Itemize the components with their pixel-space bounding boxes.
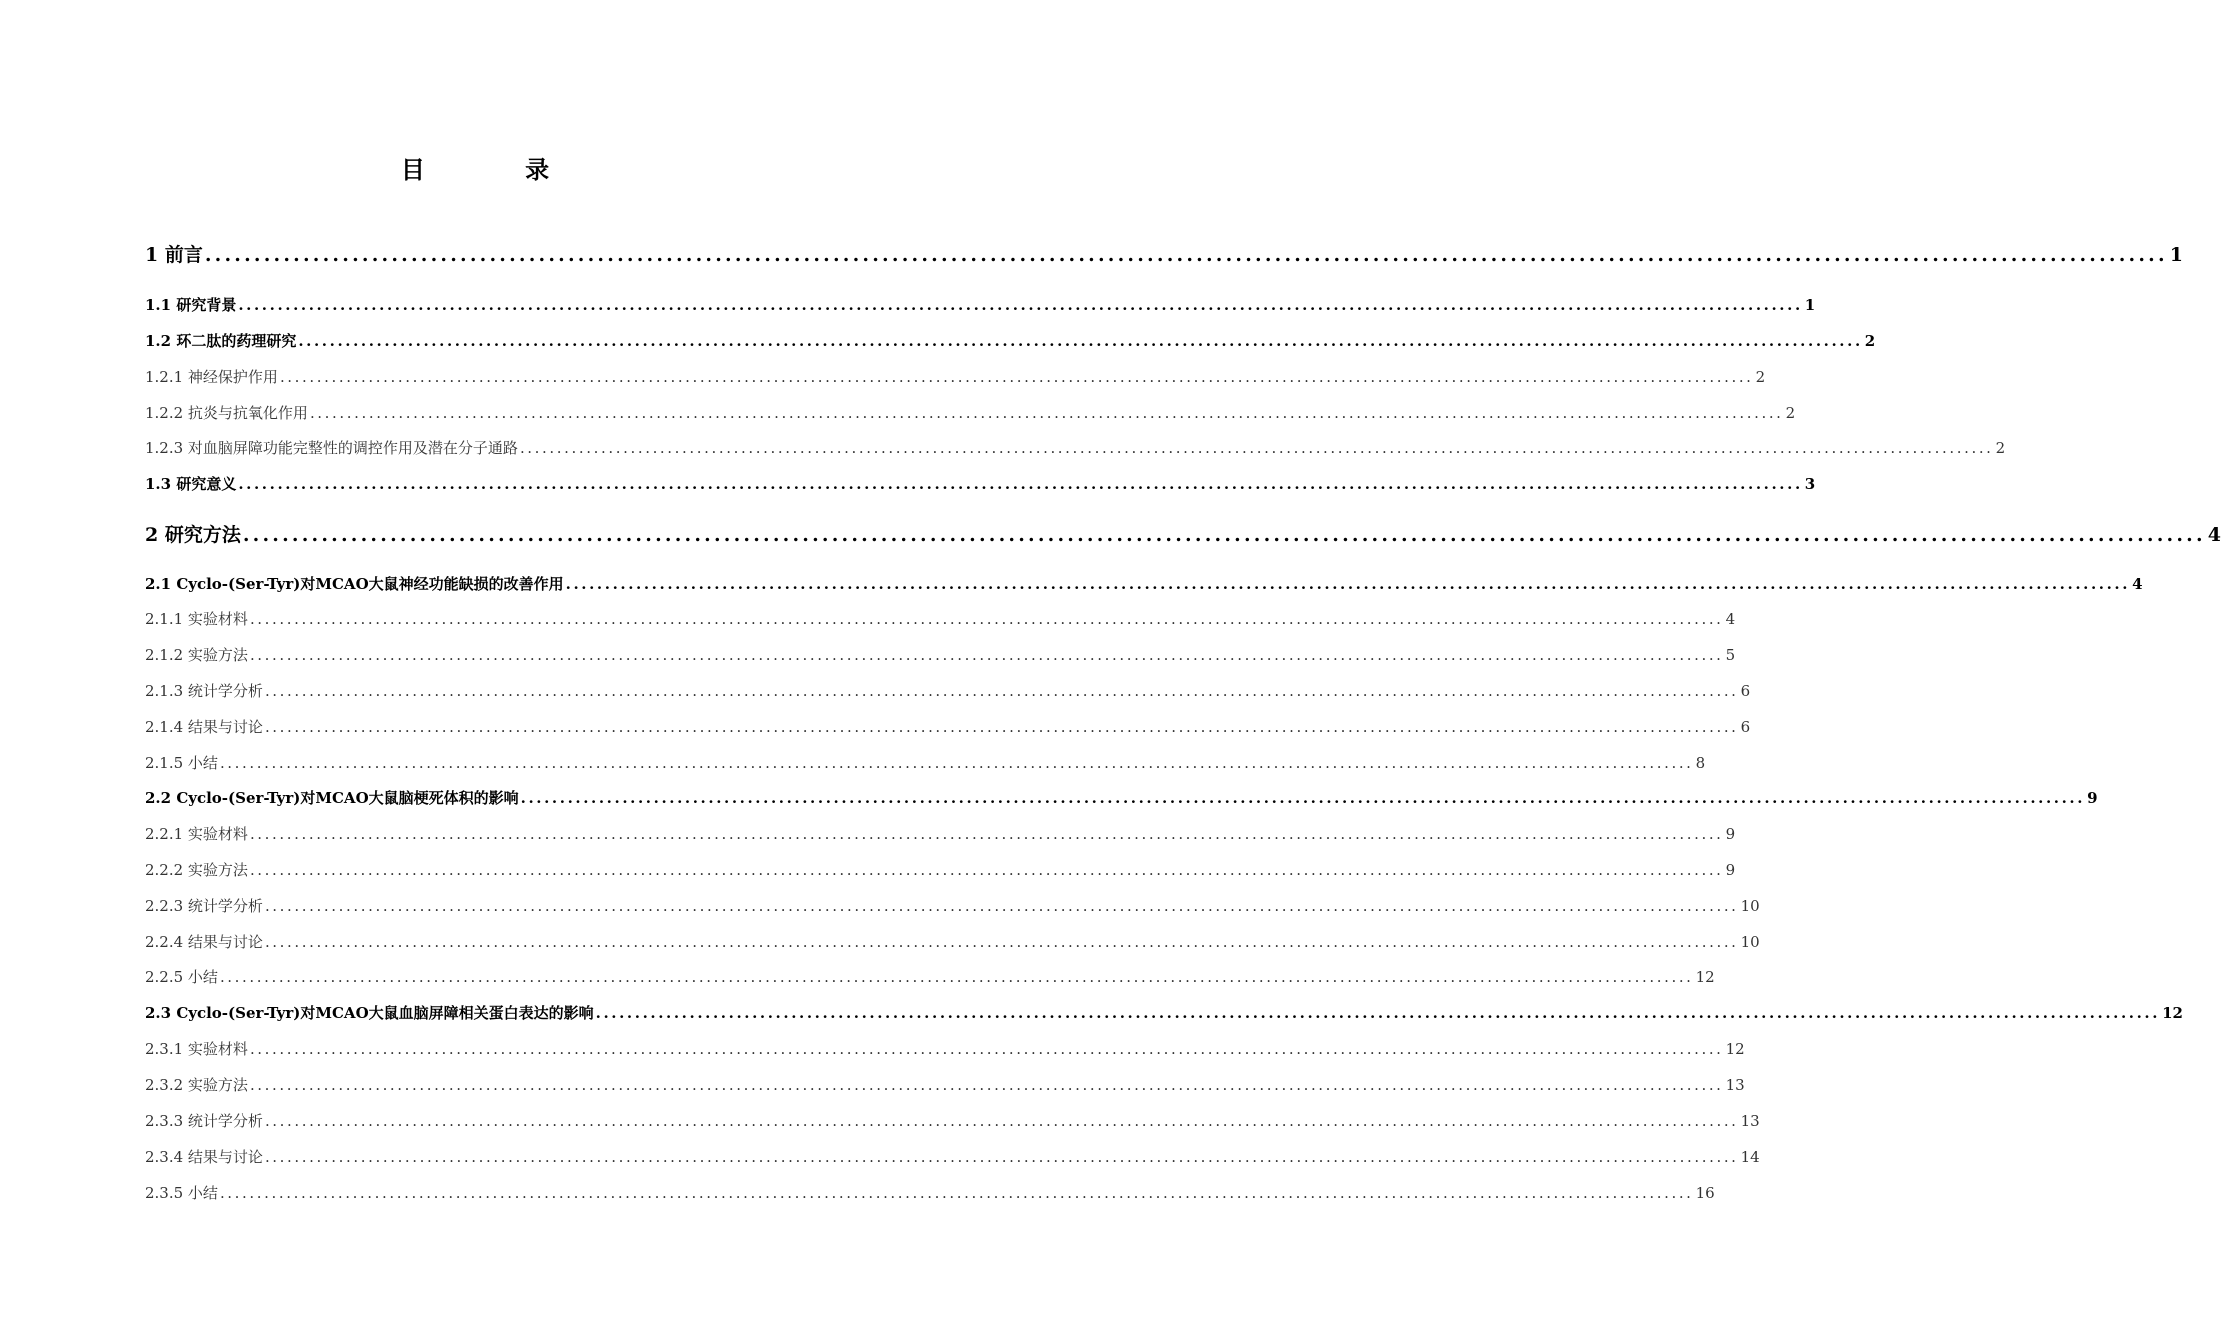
toc-entry[interactable]	[145, 1110, 1760, 1131]
toc-entry-label: 1.2.1 神经保护作用	[145, 368, 278, 386]
toc-page-number: 13	[1740, 1112, 1760, 1130]
toc-dot-leader: ........................................................................................................................................................................................................	[595, 1004, 2161, 1022]
toc-entry[interactable]	[145, 859, 1736, 880]
toc-entry[interactable]	[145, 473, 1816, 494]
toc-dot-leader: ........................................................................................................................................................................................................	[565, 575, 2131, 593]
toc-dot-leader: ........................................................................................................................................................................................................	[520, 789, 2086, 807]
toc-entry-label: 2.3.5 小结	[145, 1184, 218, 1202]
toc-page-number: 2	[1755, 368, 1766, 386]
toc-entry[interactable]	[145, 402, 1796, 423]
toc-dot-leader: ........................................................................................................................................................................................................	[238, 475, 1803, 493]
toc-entry[interactable]	[145, 644, 1736, 665]
toc-entry-label: 1 前言	[145, 244, 203, 266]
toc-page-number: 9	[1725, 825, 1736, 843]
toc-page-number: 14	[1740, 1148, 1760, 1166]
toc-entry-label: 1.1 研究背景	[145, 296, 237, 314]
toc-entry[interactable]	[145, 573, 2143, 594]
toc-page-number: 2	[1785, 404, 1796, 422]
toc-page-number: 5	[1725, 646, 1736, 664]
toc-dot-leader: ........................................................................................................................................................................................................	[204, 244, 2168, 266]
toc-page-number: 2	[1864, 332, 1876, 350]
toc-dot-leader: ........................................................................................................................................................................................................	[264, 682, 1739, 700]
toc-entry[interactable]	[145, 366, 1766, 387]
toc-entry-label: 1.2.3 对血脑屏障功能完整性的调控作用及潜在分子通路	[145, 439, 518, 457]
toc-entry[interactable]	[145, 823, 1736, 844]
toc-page-number: 4	[2132, 575, 2143, 593]
toc-entry[interactable]	[145, 437, 2006, 458]
toc-entry-label: 2.3.4 结果与讨论	[145, 1148, 263, 1166]
toc-entry-label: 1.3 研究意义	[145, 475, 237, 493]
toc-entry-label: 2 研究方法	[145, 524, 241, 546]
toc-dot-leader: ........................................................................................................................................................................................................	[264, 718, 1739, 736]
toc-dot-leader: ........................................................................................................................................................................................................	[519, 439, 1994, 457]
toc-entry[interactable]	[145, 1038, 1745, 1059]
toc-page-number: 6	[1740, 718, 1751, 736]
toc-dot-leader: ........................................................................................................................................................................................................	[219, 1184, 1694, 1202]
toc-entry[interactable]	[145, 966, 1715, 987]
page-title: 目 录	[400, 155, 596, 184]
toc-entry[interactable]	[145, 931, 1760, 952]
toc-entry-label: 2.3.3 统计学分析	[145, 1112, 263, 1130]
toc-dot-leader: ........................................................................................................................................................................................................	[249, 861, 1724, 879]
toc-page-number: 9	[1725, 861, 1736, 879]
toc-dot-leader: ........................................................................................................................................................................................................	[219, 968, 1694, 986]
toc-entry[interactable]	[145, 787, 2098, 808]
toc-entry-label: 2.2.2 实验方法	[145, 861, 248, 879]
toc-dot-leader: ........................................................................................................................................................................................................	[264, 1112, 1739, 1130]
toc-entry[interactable]	[145, 608, 1736, 629]
toc-entry[interactable]	[145, 680, 1751, 701]
toc-entry[interactable]	[145, 1074, 1745, 1095]
toc-entry-label: 1.2.2 抗炎与抗氧化作用	[145, 404, 308, 422]
toc-entry-label: 2.1.1 实验材料	[145, 610, 248, 628]
toc-page-number: 12	[1695, 968, 1715, 986]
toc-entry-label: 2.2 Cyclo-(Ser-Tyr)对MCAO大鼠脑梗死体积的影响	[145, 789, 519, 807]
toc-dot-leader: ........................................................................................................................................................................................................	[249, 1076, 1724, 1094]
toc-entry[interactable]	[145, 895, 1760, 916]
toc-entry-label: 2.1 Cyclo-(Ser-Tyr)对MCAO大鼠神经功能缺损的改善作用	[145, 575, 564, 593]
toc-entry-label: 2.3 Cyclo-(Ser-Tyr)对MCAO大鼠血脑屏障相关蛋白表达的影响	[145, 1004, 594, 1022]
toc-dot-leader: ........................................................................................................................................................................................................	[264, 1148, 1739, 1166]
toc-dot-leader: ........................................................................................................................................................................................................	[279, 368, 1754, 386]
toc-dot-leader: ........................................................................................................................................................................................................	[219, 754, 1694, 772]
toc-dot-leader: ........................................................................................................................................................................................................	[249, 825, 1724, 843]
toc-page-number: 13	[1725, 1076, 1745, 1094]
toc-entry-label: 1.2 环二肽的药理研究	[145, 332, 297, 350]
toc-dot-leader: ........................................................................................................................................................................................................	[238, 296, 1803, 314]
toc-entry[interactable]	[145, 752, 1706, 773]
toc-page-number: 4	[2207, 524, 2221, 546]
toc-entry[interactable]	[145, 1182, 1715, 1203]
toc-page-number: 16	[1695, 1184, 1715, 1202]
toc-entry-label: 2.2.5 小结	[145, 968, 218, 986]
toc-page-number: 6	[1740, 682, 1751, 700]
toc-dot-leader: ........................................................................................................................................................................................................	[264, 933, 1739, 951]
toc-page-number: 4	[1725, 610, 1736, 628]
toc-entry[interactable]	[145, 1146, 1760, 1167]
toc-entry-label: 2.2.3 统计学分析	[145, 897, 263, 915]
toc-page-number: 12	[2162, 1004, 2183, 1022]
toc-page-number: 9	[2087, 789, 2098, 807]
toc-page-number: 1	[2169, 244, 2184, 266]
toc-entry-label: 2.1.5 小结	[145, 754, 218, 772]
toc-entry-label: 2.1.4 结果与讨论	[145, 718, 263, 736]
toc-entry-label: 2.1.2 实验方法	[145, 646, 248, 664]
toc-entry[interactable]	[145, 330, 1876, 351]
toc-entry-label: 2.3.2 实验方法	[145, 1076, 248, 1094]
toc-entry[interactable]	[145, 1002, 2183, 1023]
toc-page-number: 8	[1695, 754, 1706, 772]
toc-page-number: 10	[1740, 897, 1760, 915]
toc-dot-leader: ........................................................................................................................................................................................................	[309, 404, 1784, 422]
toc-entry-label: 2.2.4 结果与讨论	[145, 933, 263, 951]
toc-dot-leader: ........................................................................................................................................................................................................	[249, 610, 1724, 628]
toc-entry[interactable]	[145, 240, 2184, 267]
toc-dot-leader: ........................................................................................................................................................................................................	[298, 332, 1863, 350]
toc-dot-leader: ........................................................................................................................................................................................................	[264, 897, 1739, 915]
toc-page-number: 3	[1804, 475, 1816, 493]
toc-entry[interactable]	[145, 716, 1751, 737]
toc-entry[interactable]	[145, 294, 1816, 315]
toc-entry-label: 2.1.3 统计学分析	[145, 682, 263, 700]
toc-dot-leader: ........................................................................................................................................................................................................	[249, 646, 1724, 664]
toc-entry[interactable]	[145, 520, 2221, 547]
toc-page-number: 12	[1725, 1040, 1745, 1058]
toc-page-number: 1	[1804, 296, 1816, 314]
toc-page-number: 10	[1740, 933, 1760, 951]
toc-entry-label: 2.2.1 实验材料	[145, 825, 248, 843]
toc-dot-leader: ........................................................................................................................................................................................................	[242, 524, 2206, 546]
toc-entry-label: 2.3.1 实验材料	[145, 1040, 248, 1058]
toc-dot-leader: ........................................................................................................................................................................................................	[249, 1040, 1724, 1058]
toc-page-number: 2	[1995, 439, 2006, 457]
